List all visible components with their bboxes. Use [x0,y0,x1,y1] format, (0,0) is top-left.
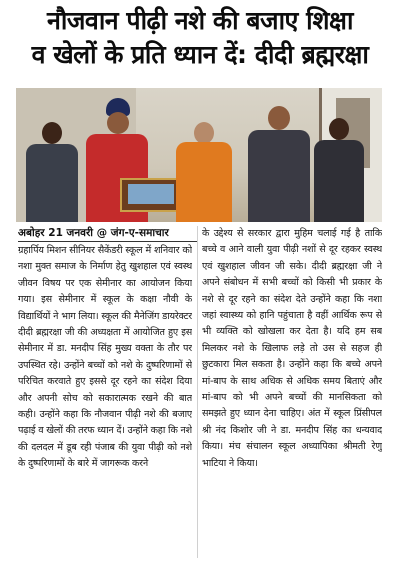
person-woman-left [26,122,78,222]
headline [6,4,394,72]
headline-line-2: व खेलों के प्रति ध्यान दें: दीदी ब्रह्मरक्षा [31,40,369,69]
byline-text: अबोहर 21 जनवरी @ जंग-ए-समाचार [18,227,169,239]
award-plaque [120,178,182,212]
article-column-right: के उद्देश्य से सरकार द्वारा मुहिम चलाई गई है ताकि बच्चे व आने वाली युवा पीढ़ी नशों से दूर रहकर स्वस्थ एवं खुशहाल जीवन जी सके। दीदी ब्रह्मरक्षा जी ने अपने संबोधन में सभी बच्चों को किसी भी प्रकार के नशे से दूर रहने का संदेश देते उन्होंने कहा कि नशा जहां स्वास्थ्य को हानि पहुंचाता है वहीं आर्थिक रूप से भी व्यक्ति को खोखला कर देता है। यदि हम सब मिलकर नशे के खिलाफ लड़े तो उस से सहज ही छुटकारा मिल सकता है। उन्होंने कहा कि बच्चे अपने मां-बाप के साथ अधिक से अधिक समय बिताएं और मां-बाप को भी अपने बच्चों की मानसिकता को समझते हुए ध्यान देना चाहिए। अंत में स्कूल प्रिंसीपल श्री नंद किशोर जी ने डा. मनदीप सिंह का धन्यवाद किया। मंच संचालन स्कूल अध्यापिका श्रीमती रेणु भाटिया ने किया। [202,228,382,469]
byline-rule [18,241,198,242]
headline-line-1: नौजवान पीढ़ी नशे की बजाए शिक्षा [47,6,353,35]
person-woman-right [314,118,364,222]
byline [18,226,196,240]
news-photo [16,88,382,222]
person-didi-saffron [176,122,232,222]
person-man-suit [248,106,310,222]
article-column-left: ग्रहार्पिय मिशन सीनियर सैकेंडरी स्कूल में शनिवार को नशा मुक्त समाज के निर्माण हेतु खुशहाल एवं स्वस्थ जीवन विषय पर एक सेमीनार का आयोजन किया गया। इस सेमीनार में स्कूल के कक्षा नौवी के विद्यार्थियों ने भाग लिया। स्कूल की मैनेजिंग डायरेक्टर दीदी ब्रह्मरक्षा जी की अध्यक्षता में आयोजित हुए इस सेमीनार में डा. मनदीप सिंह मुख्य वक्ता के तौर पर उपस्थित रहे। उन्होंने बच्चों को नशे के दुष्परिणामों से परिचित करवाते हुए इससे दूर रहने का संदेश दिया और अपनी सोच को सकारात्मक रखने की बात कही। उन्होंने कहा कि नौजवान पीढ़ी नशे की बजाए पढ़ाई व खेलों की तरफ ध्यान दें। उन्होंने कहा कि नशे की दलदल में डूब रही पंजाब की युवा पीढ़ी को नशे के दुष्परिणामों के बारे में जागरूक करने [18,245,192,470]
column-divider [197,226,198,558]
